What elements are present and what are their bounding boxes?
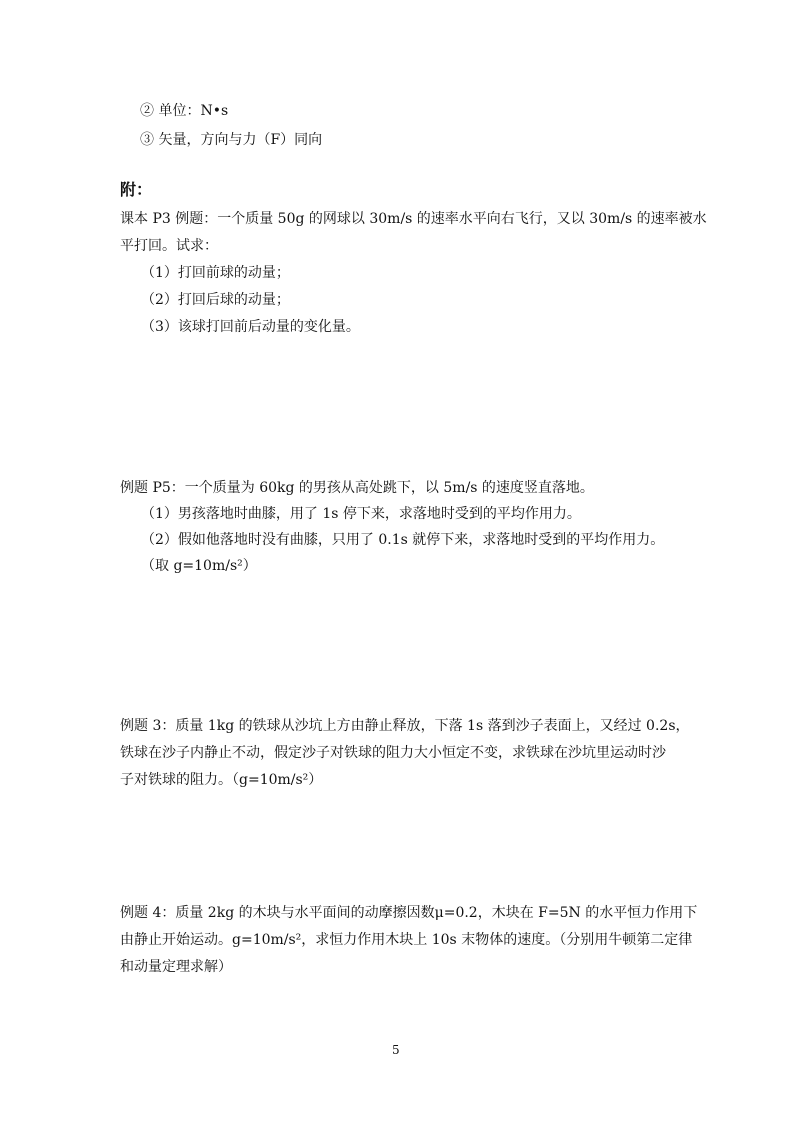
example-1-line-2: 平打回。试求： <box>120 238 218 254</box>
page-number: 5 <box>392 1043 400 1057</box>
example-1-question-2: （2）打回后球的动量； <box>141 292 290 308</box>
example-3-line-3: 子对铁球的阻力。（g=10m/s²） <box>120 772 323 788</box>
unit-item: ② 单位：N•s <box>140 103 229 119</box>
appendix-heading: 附： <box>120 180 153 199</box>
example-1-question-1: （1）打回前球的动量； <box>141 265 290 281</box>
example-2-note: （取 g=10m/s²） <box>141 558 257 574</box>
example-4-line-2: 由静止开始运动。g=10m/s²，求恒力作用木块上 10s 末物体的速度。（分别用牛顿第二定律 <box>120 932 693 948</box>
example-4-line-3: 和动量定理求解） <box>120 959 232 975</box>
example-2-question-2: （2）假如他落地时没有曲膝，只用了 0.1s 就停下来，求落地时受到的平均作用力。 <box>141 532 665 548</box>
example-2-line-1: 例题 P5：一个质量为 60kg 的男孩从高处跳下，以 5m/s 的速度竖直落地。 <box>120 480 594 496</box>
vector-item: ③ 矢量，方向与力（F）同向 <box>140 132 323 148</box>
example-4-line-1: 例题 4：质量 2kg 的木块与水平面间的动摩擦因数μ=0.2，木块在 F=5N 的水平恒力作用下 <box>120 905 698 921</box>
example-1-line-1: 课本 P3 例题：一个质量 50g 的网球以 30m/s 的速率水平向右飞行，又以 30m/s 的速率被水 <box>120 211 707 227</box>
example-3-line-1: 例题 3：质量 1kg 的铁球从沙坑上方由静止释放，下落 1s 落到沙子表面上，又经过 0.2s， <box>120 718 690 734</box>
example-3-line-2: 铁球在沙子内静止不动，假定沙子对铁球的阻力大小恒定不变，求铁球在沙坑里运动时沙 <box>120 745 666 761</box>
example-2-question-1: （1）男孩落地时曲膝，用了 1s 停下来，求落地时受到的平均作用力。 <box>141 506 581 522</box>
example-1-question-3: （3）该球打回前后动量的变化量。 <box>141 319 360 335</box>
